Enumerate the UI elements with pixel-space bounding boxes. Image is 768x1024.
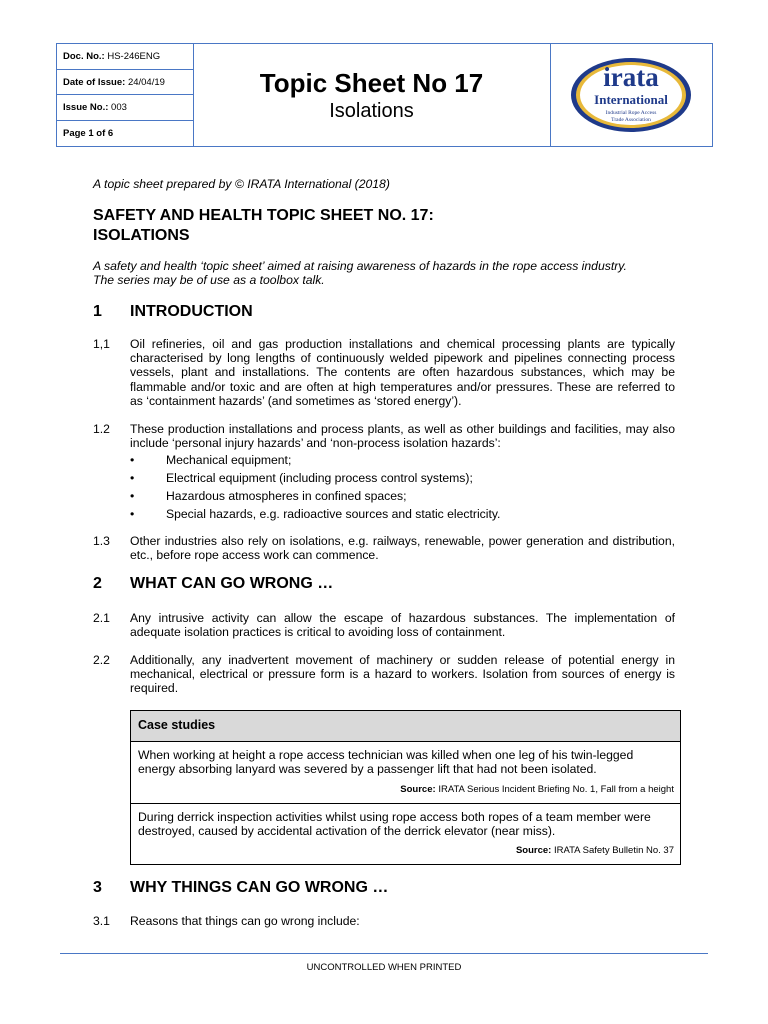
- bullet-mark: •: [130, 453, 135, 467]
- bullet-item: Mechanical equipment;: [166, 453, 292, 467]
- bullet-item: Electrical equipment (including process control systems);: [166, 471, 473, 485]
- bullet-item: Special hazards, e.g. radioactive sources and static electricity.: [166, 507, 501, 521]
- page-subtitle: Isolations: [329, 100, 414, 122]
- case-studies-heading: Case studies: [131, 711, 680, 742]
- intro-line-2: The series may be of use as a toolbox talk.: [93, 273, 325, 287]
- case-study: [131, 742, 680, 804]
- intro-line-1: A safety and health ‘topic sheet’ aimed at raising awareness of hazards in the rope access industry.: [93, 259, 627, 273]
- para-1-2-text: These production installations and process plants, as well as other buildings and facilities, may also include ‘personal injury hazards’ and ‘non-process isolation hazards’:: [130, 422, 675, 451]
- bullet-mark: •: [130, 507, 135, 521]
- para-3-1-text: Reasons that things can go wrong include:: [130, 914, 360, 928]
- svg-text:Industrial Rope Access: Industrial Rope Access: [605, 110, 657, 116]
- para-2-2-number: 2.2: [93, 653, 110, 667]
- section-3-number: 3: [93, 879, 102, 896]
- case-studies-box: [130, 710, 681, 865]
- document-header: [56, 43, 713, 147]
- irata-logo: [551, 44, 712, 146]
- case-study-text: During derrick inspection activities whilst using rope access both ropes of a team member were destroyed, caused by accidental activation of the derrick elevator (near miss).: [138, 810, 651, 839]
- main-heading-line-2: ISOLATIONS: [93, 227, 190, 244]
- case-study-source: Source: IRATA Safety Bulletin No. 37: [515, 845, 674, 856]
- para-2-1-text: Any intrusive activity can allow the escape of hazardous substances. The implementation of adequate isolation practices is critical to avoiding loss of containment.: [130, 611, 675, 640]
- issue-number: Issue No.: 003: [57, 95, 193, 121]
- case-study-text: When working at height a rope access technician was killed when one leg of his twin-legged energy absorbing lanyard was severed by a passenger lift that had not been isolated.: [138, 748, 634, 777]
- svg-text:International: International: [594, 92, 668, 107]
- section-3-title: WHY THINGS CAN GO WRONG …: [130, 879, 389, 896]
- para-1-3-text: Other industries also rely on isolations, e.g. railways, renewable, power generation and distribution, etc., before rope access work can commence.: [130, 534, 675, 563]
- para-2-1-number: 2.1: [93, 611, 110, 625]
- document-meta: [57, 44, 194, 146]
- case-study-source: Source: IRATA Serious Incident Briefing No. 1, Fall from a height: [400, 784, 674, 795]
- svg-text:irata: irata: [603, 62, 659, 92]
- para-1-2-number: 1.2: [93, 422, 110, 436]
- footer-text: UNCONTROLLED WHEN PRINTED: [306, 962, 462, 973]
- bullet-item: Hazardous atmospheres in confined spaces;: [166, 489, 407, 503]
- para-1-1-text: Oil refineries, oil and gas production installations and chemical processing plants are typically characterised by long lengths of continuously welded pipework and pipelines connecting process vessels, plant and installations. The contents are often hazardous substances, which may be flammable and/or toxic and are often at high temperatures and/or pressures. These are referred to as ‘containment hazards’ (and sometimes as ‘stored energy’).: [130, 337, 675, 408]
- doc-number: Doc. No.: HS-246ENG: [57, 44, 193, 70]
- para-1-3-number: 1.3: [93, 534, 110, 548]
- title-block: [193, 44, 551, 146]
- prepared-by: A topic sheet prepared by © IRATA International (2018): [93, 177, 390, 191]
- section-1-title: INTRODUCTION: [130, 303, 253, 320]
- bullet-mark: •: [130, 471, 135, 485]
- footer-divider: [60, 953, 708, 954]
- para-3-1-number: 3.1: [93, 914, 110, 928]
- main-heading-line-1: SAFETY AND HEALTH TOPIC SHEET NO. 17:: [93, 207, 434, 224]
- section-1-number: 1: [93, 303, 102, 320]
- para-1-1-number: 1,1: [93, 337, 110, 351]
- svg-text:Trade Association: Trade Association: [611, 117, 651, 123]
- section-2-title: WHAT CAN GO WRONG …: [130, 575, 334, 592]
- date-of-issue: Date of Issue: 24/04/19: [57, 70, 193, 96]
- case-study: [131, 804, 680, 864]
- page-title: Topic Sheet No 17: [259, 68, 484, 98]
- para-2-2-text: Additionally, any inadvertent movement of machinery or sudden release of potential energy in mechanical, electrical or pressure form is a hazard to workers. Isolation from sources of energy is required.: [130, 653, 675, 696]
- page-number: Page 1 of 6: [63, 127, 114, 139]
- section-2-number: 2: [93, 575, 102, 592]
- bullet-mark: •: [130, 489, 135, 503]
